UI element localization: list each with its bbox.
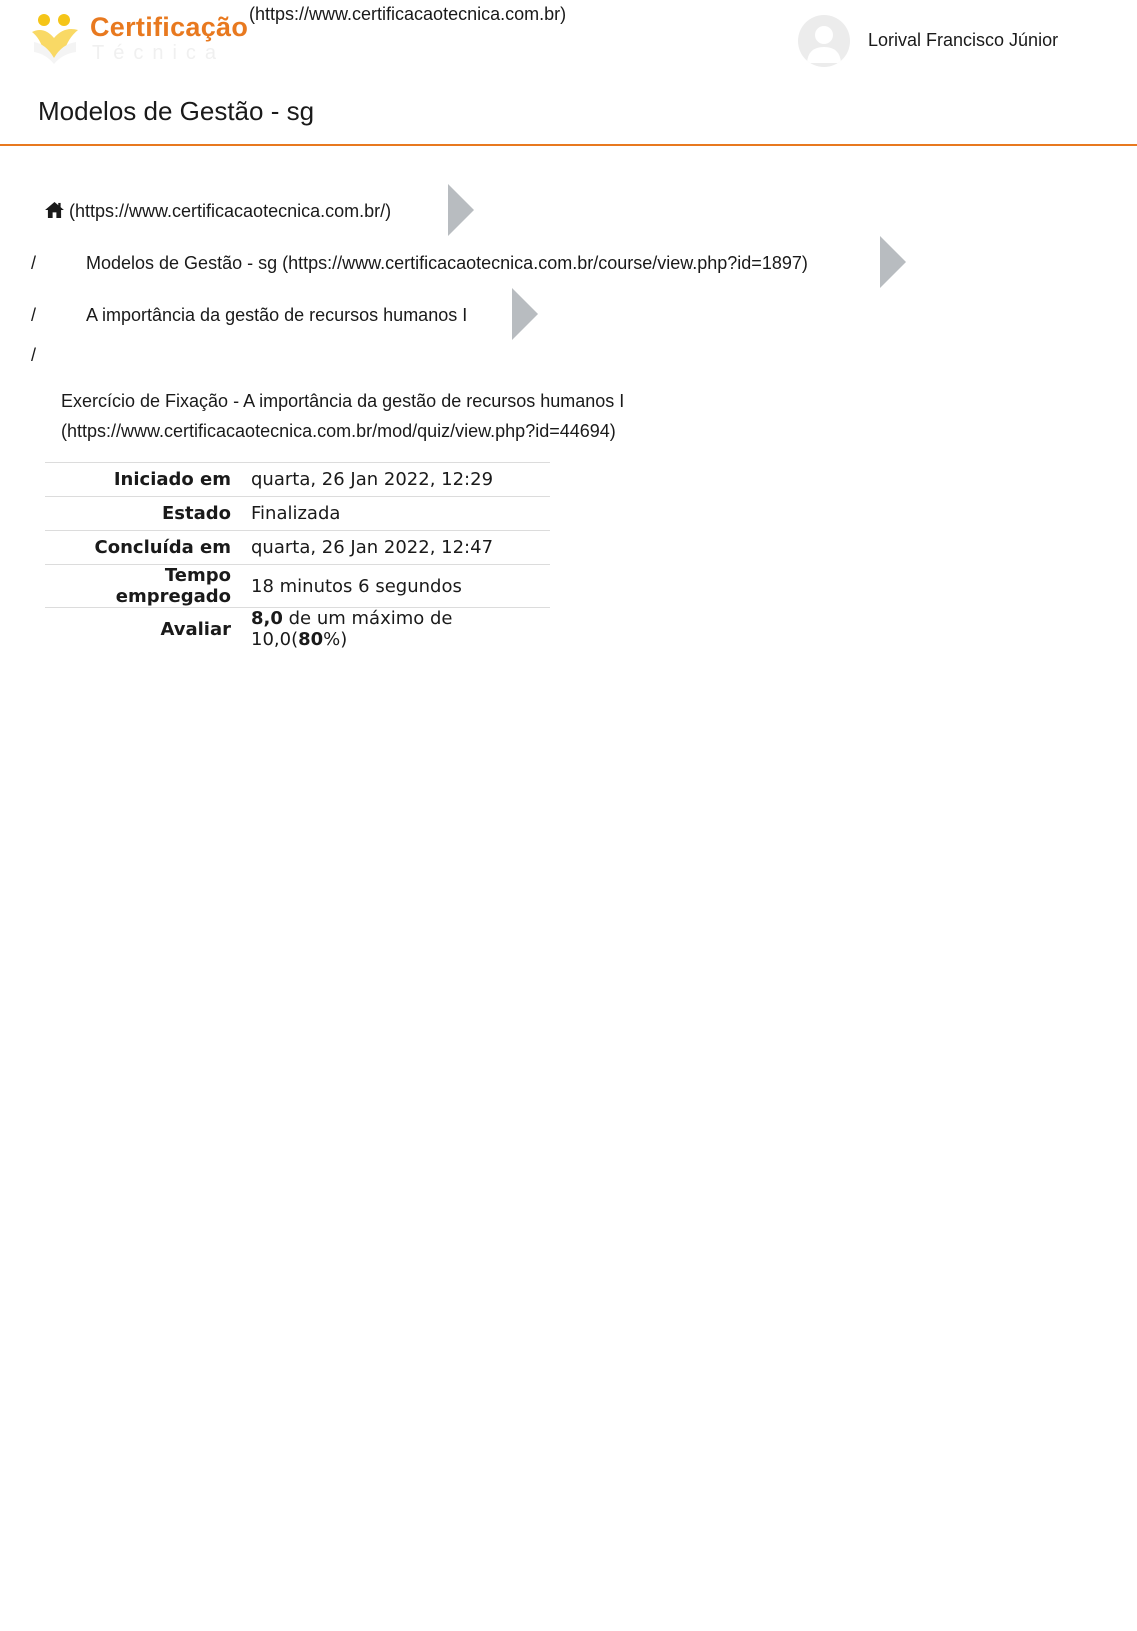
breadcrumb-course-link[interactable]: Modelos de Gestão - sg (https://www.certificacaotecnica.com.br/course/view.php?id=1897)	[86, 253, 808, 273]
grade-max-text: de um máximo de 10,0(	[251, 608, 453, 650]
chevron-right-icon	[512, 288, 538, 340]
logo-wordmark-bottom: Técnica	[92, 42, 226, 64]
table-row	[45, 463, 550, 497]
row-label: Iniciado em	[45, 463, 251, 497]
table-row	[45, 608, 550, 651]
breadcrumb-home-link[interactable]: (https://www.certificacaotecnica.com.br/)	[69, 201, 392, 221]
attempt-summary-table	[45, 462, 550, 650]
table-row	[45, 497, 550, 531]
page-title: Modelos de Gestão - sg	[38, 96, 315, 126]
home-icon[interactable]	[45, 202, 64, 218]
breadcrumb-current-title: Exercício de Fixação - A importância da gestão de recursos humanos I	[61, 391, 625, 411]
breadcrumb-current-url: (https://www.certificacaotecnica.com.br/mod/quiz/view.php?id=44694)	[61, 421, 616, 441]
site-url-link[interactable]: (https://www.certificacaotecnica.com.br)	[249, 4, 567, 24]
avatar-silhouette-icon	[798, 15, 850, 67]
row-value: 18 minutos 6 segundos	[251, 565, 550, 608]
row-label: Estado	[45, 497, 251, 531]
breadcrumb-separator: /	[31, 305, 37, 325]
grade-percent: 80	[298, 629, 324, 650]
user-avatar-icon[interactable]	[798, 15, 850, 67]
breadcrumb-section-link[interactable]: A importância da gestão de recursos humanos I	[86, 305, 468, 325]
title-divider	[0, 144, 1137, 146]
site-logo[interactable]	[30, 8, 249, 68]
grade-suffix: %)	[323, 629, 348, 650]
grade-score: 8,0	[251, 608, 283, 629]
row-value: quarta, 26 Jan 2022, 12:29	[251, 463, 550, 497]
breadcrumb-current-link[interactable]	[61, 386, 624, 446]
row-value: quarta, 26 Jan 2022, 12:47	[251, 531, 550, 565]
grade-label: Avaliar	[45, 608, 251, 651]
row-label: Tempo empregado	[45, 565, 251, 608]
table-row	[45, 531, 550, 565]
logo-sun-icon	[30, 8, 90, 68]
breadcrumb-separator: /	[31, 253, 37, 273]
chevron-right-icon	[880, 236, 906, 288]
grade-value	[251, 608, 550, 651]
logo-wordmark-top: Certificação	[90, 12, 249, 42]
user-name-link[interactable]: Lorival Francisco Júnior	[868, 30, 1059, 50]
row-label: Concluída em	[45, 531, 251, 565]
row-value: Finalizada	[251, 497, 550, 531]
chevron-right-icon	[448, 184, 474, 236]
breadcrumb-separator: /	[31, 345, 37, 365]
table-row	[45, 565, 550, 608]
